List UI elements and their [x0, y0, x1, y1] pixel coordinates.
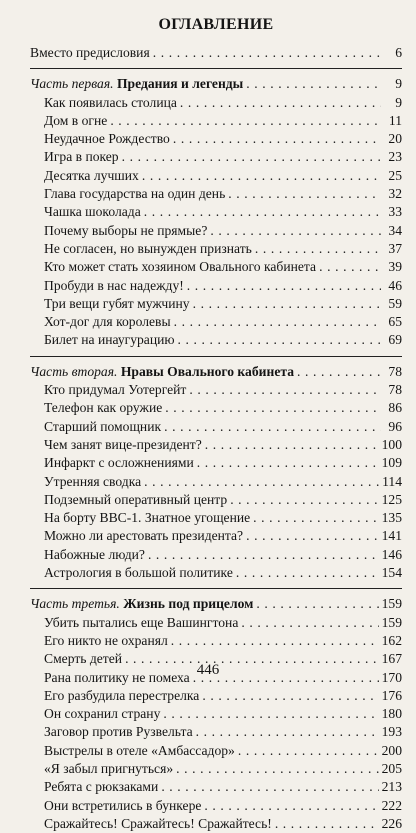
entry-page: 59	[388, 295, 402, 311]
toc-title: ОГЛАВЛЕНИЕ	[158, 16, 274, 33]
entry-page: 65	[388, 314, 402, 330]
toc-entry	[30, 258, 402, 276]
part-name: Нравы Овального кабинета	[120, 363, 294, 379]
dot-leader	[187, 277, 381, 295]
section-divider	[30, 68, 402, 69]
entry-title: Чашка шоколада	[44, 204, 141, 220]
toc-entry	[30, 546, 402, 564]
entry-title: Хот-дог для королевы	[44, 314, 171, 330]
dot-leader	[319, 258, 381, 276]
toc-entry	[30, 473, 402, 491]
entry-page: 146	[381, 546, 402, 562]
foreword-entry	[30, 44, 402, 62]
entry-page: 200	[381, 742, 402, 758]
dot-leader	[144, 473, 379, 491]
entry-title: Инфаркт с осложнениями	[44, 455, 194, 471]
toc-entry	[30, 632, 402, 650]
entry-title: Астрология в большой политике	[44, 565, 233, 581]
entry-title: Ребята с рюкзаками	[44, 779, 159, 795]
entry-title: Почему выборы не прямые?	[44, 222, 208, 238]
entry-title: Игра в покер	[44, 149, 119, 165]
entry-page: 180	[381, 706, 402, 722]
toc-entry	[30, 295, 402, 313]
dot-leader	[153, 44, 381, 62]
entry-title: Рана политику не помеха	[44, 669, 190, 685]
toc-entry	[30, 491, 402, 509]
entry-title: Они встретились в бункере	[44, 797, 202, 813]
entry-page: 69	[388, 332, 402, 348]
dot-leader	[236, 564, 379, 582]
toc-entry	[30, 527, 402, 545]
dot-leader	[171, 632, 379, 650]
entry-page: 34	[388, 222, 402, 238]
entry-page: 170	[381, 669, 402, 685]
part-title	[30, 75, 246, 93]
entry-page: 33	[388, 204, 402, 220]
dot-leader	[174, 313, 381, 331]
entry-title: Сражайтесь! Сражайтесь! Сражайтесь!	[44, 815, 272, 831]
toc-entry	[30, 614, 402, 632]
toc-entry	[30, 222, 402, 240]
dot-leader	[176, 760, 378, 778]
dot-leader	[246, 527, 379, 545]
entry-title: Набожные люди?	[44, 546, 145, 562]
toc-entry	[30, 130, 402, 148]
dot-leader	[230, 491, 378, 509]
dot-leader	[238, 742, 379, 760]
toc-entry	[30, 436, 402, 454]
entry-title: Глава государства на один день	[44, 186, 226, 202]
entry-title: «Я забыл пригнуться»	[44, 760, 174, 776]
toc-entry	[30, 399, 402, 417]
toc-entry	[30, 742, 402, 760]
toc-entry	[30, 723, 402, 741]
toc-entry	[30, 331, 402, 349]
entry-title: Старший помощник	[44, 418, 162, 434]
dot-leader	[204, 797, 378, 815]
entry-page: 100	[381, 436, 402, 452]
dot-leader	[165, 399, 381, 417]
dot-leader	[142, 167, 381, 185]
toc-entry	[30, 815, 402, 833]
entry-title: Билет на инаугурацию	[44, 332, 175, 348]
entry-page: 6	[395, 45, 402, 60]
part-name: Предания и легенды	[116, 76, 244, 92]
entry-title: Три вещи губят мужчину	[44, 295, 190, 311]
entry-page: 25	[388, 167, 402, 183]
entry-title: Убить пытались еще Вашингтона	[44, 614, 239, 630]
toc-entry	[30, 564, 402, 582]
entry-title: Выстрелы в отеле «Амбассадор»	[44, 742, 235, 758]
toc-entry	[30, 277, 402, 295]
dot-leader	[110, 112, 381, 130]
entry-title: Не согласен, но вынужден признать	[44, 240, 252, 256]
entry-page: 193	[381, 724, 402, 740]
part-title	[30, 595, 256, 613]
entry-title: Телефон как оружие	[44, 400, 163, 416]
toc-entry	[30, 381, 402, 399]
dot-leader	[122, 148, 381, 166]
dot-leader	[197, 454, 379, 472]
toc-entry	[30, 203, 402, 221]
part-page: 159	[381, 596, 402, 612]
entry-page: 167	[381, 651, 402, 667]
entry-page: 39	[388, 259, 402, 275]
entry-title: Можно ли арестовать президента?	[44, 528, 244, 544]
toc-entry	[30, 240, 402, 258]
entry-title: Заговор против Рузвельта	[44, 724, 193, 740]
part-label: Часть вторая.	[30, 363, 118, 379]
dot-leader	[275, 815, 379, 833]
dot-leader	[210, 222, 381, 240]
entry-title: Утренняя сводка	[44, 473, 142, 489]
dot-leader	[193, 295, 381, 313]
entry-page: 154	[381, 565, 402, 581]
toc-entry	[30, 797, 402, 815]
entry-page: 9	[395, 94, 402, 110]
entry-page: 159	[381, 614, 402, 630]
dot-leader	[144, 203, 381, 221]
dot-leader	[205, 436, 379, 454]
section-divider	[30, 588, 402, 589]
part-page: 9	[395, 76, 402, 92]
entry-page: 125	[381, 491, 402, 507]
part-page: 78	[388, 363, 402, 379]
dot-leader	[246, 75, 381, 93]
entry-page: 46	[388, 277, 402, 293]
toc-entry	[30, 313, 402, 331]
entry-page: 32	[388, 186, 402, 202]
entry-page: 20	[388, 131, 402, 147]
toc-entry	[30, 418, 402, 436]
entry-page: 23	[388, 149, 402, 165]
dot-leader	[148, 546, 379, 564]
dot-leader	[297, 363, 381, 381]
page-number: 446	[196, 662, 220, 678]
dot-leader	[228, 185, 381, 203]
entry-title: Как появилась столица	[44, 94, 177, 110]
dot-leader	[178, 331, 381, 349]
entry-page: 141	[381, 528, 402, 544]
entry-page: 176	[381, 687, 402, 703]
dot-leader	[164, 418, 381, 436]
toc-parts	[30, 68, 402, 833]
entry-title: Десятка лучших	[44, 167, 139, 183]
entry-page: 86	[388, 400, 402, 416]
part-title	[30, 363, 297, 381]
dot-leader	[256, 595, 378, 613]
entry-title: На борту ВВС-1. Знатное угощение	[44, 510, 251, 526]
entry-page: 162	[381, 632, 402, 648]
entry-title: Подземный оперативный центр	[44, 491, 228, 507]
dot-leader	[189, 381, 381, 399]
part-heading	[30, 595, 402, 613]
part-heading	[30, 363, 402, 381]
part-label: Часть первая.	[30, 76, 114, 92]
entry-page: 78	[388, 382, 402, 398]
entry-title: Его никто не охранял	[44, 632, 168, 648]
part-heading	[30, 75, 402, 93]
entry-page: 213	[381, 779, 402, 795]
entry-title: Он сохранил страну	[44, 706, 161, 722]
entry-page: 109	[381, 455, 402, 471]
entry-title: Дом в огне	[44, 112, 108, 128]
entry-page: 226	[381, 815, 402, 831]
section-divider	[30, 356, 402, 357]
entry-title: Кто может стать хозяином Овального кабинета	[44, 259, 317, 275]
dot-leader	[255, 240, 381, 258]
entry-title: Кто придумал Уотергейт	[44, 382, 187, 398]
entry-page: 37	[388, 240, 402, 256]
dot-leader	[196, 723, 379, 741]
toc-entry	[30, 112, 402, 130]
toc-entry	[30, 509, 402, 527]
dot-leader	[161, 778, 378, 796]
toc-entry	[30, 167, 402, 185]
entry-title: Пробуди в нас надежду!	[44, 277, 184, 293]
toc-entry	[30, 778, 402, 796]
toc-entry	[30, 454, 402, 472]
part-name: Жизнь под прицелом	[123, 596, 254, 612]
part-label: Часть третья.	[30, 596, 120, 612]
entry-page: 96	[388, 418, 402, 434]
toc-entry	[30, 94, 402, 112]
toc-entry	[30, 760, 402, 778]
entry-title: Неудачное Рождество	[44, 131, 170, 147]
toc-entry	[30, 185, 402, 203]
dot-leader	[253, 509, 378, 527]
entry-title: Смерть детей	[44, 651, 123, 667]
entry-title: Чем занят вице-президент?	[44, 436, 202, 452]
dot-leader	[180, 94, 381, 112]
entry-page: 222	[381, 797, 402, 813]
entry-page: 135	[381, 510, 402, 526]
dot-leader	[163, 705, 378, 723]
entry-page: 114	[382, 473, 402, 489]
entry-page: 11	[388, 112, 402, 128]
dot-leader	[173, 130, 381, 148]
dot-leader	[241, 614, 378, 632]
entry-title: Его разбудила перестрелка	[44, 687, 200, 703]
entry-title: Вместо предисловия	[30, 45, 150, 60]
toc-entry	[30, 705, 402, 723]
toc-entry	[30, 148, 402, 166]
entry-page: 205	[381, 760, 402, 776]
